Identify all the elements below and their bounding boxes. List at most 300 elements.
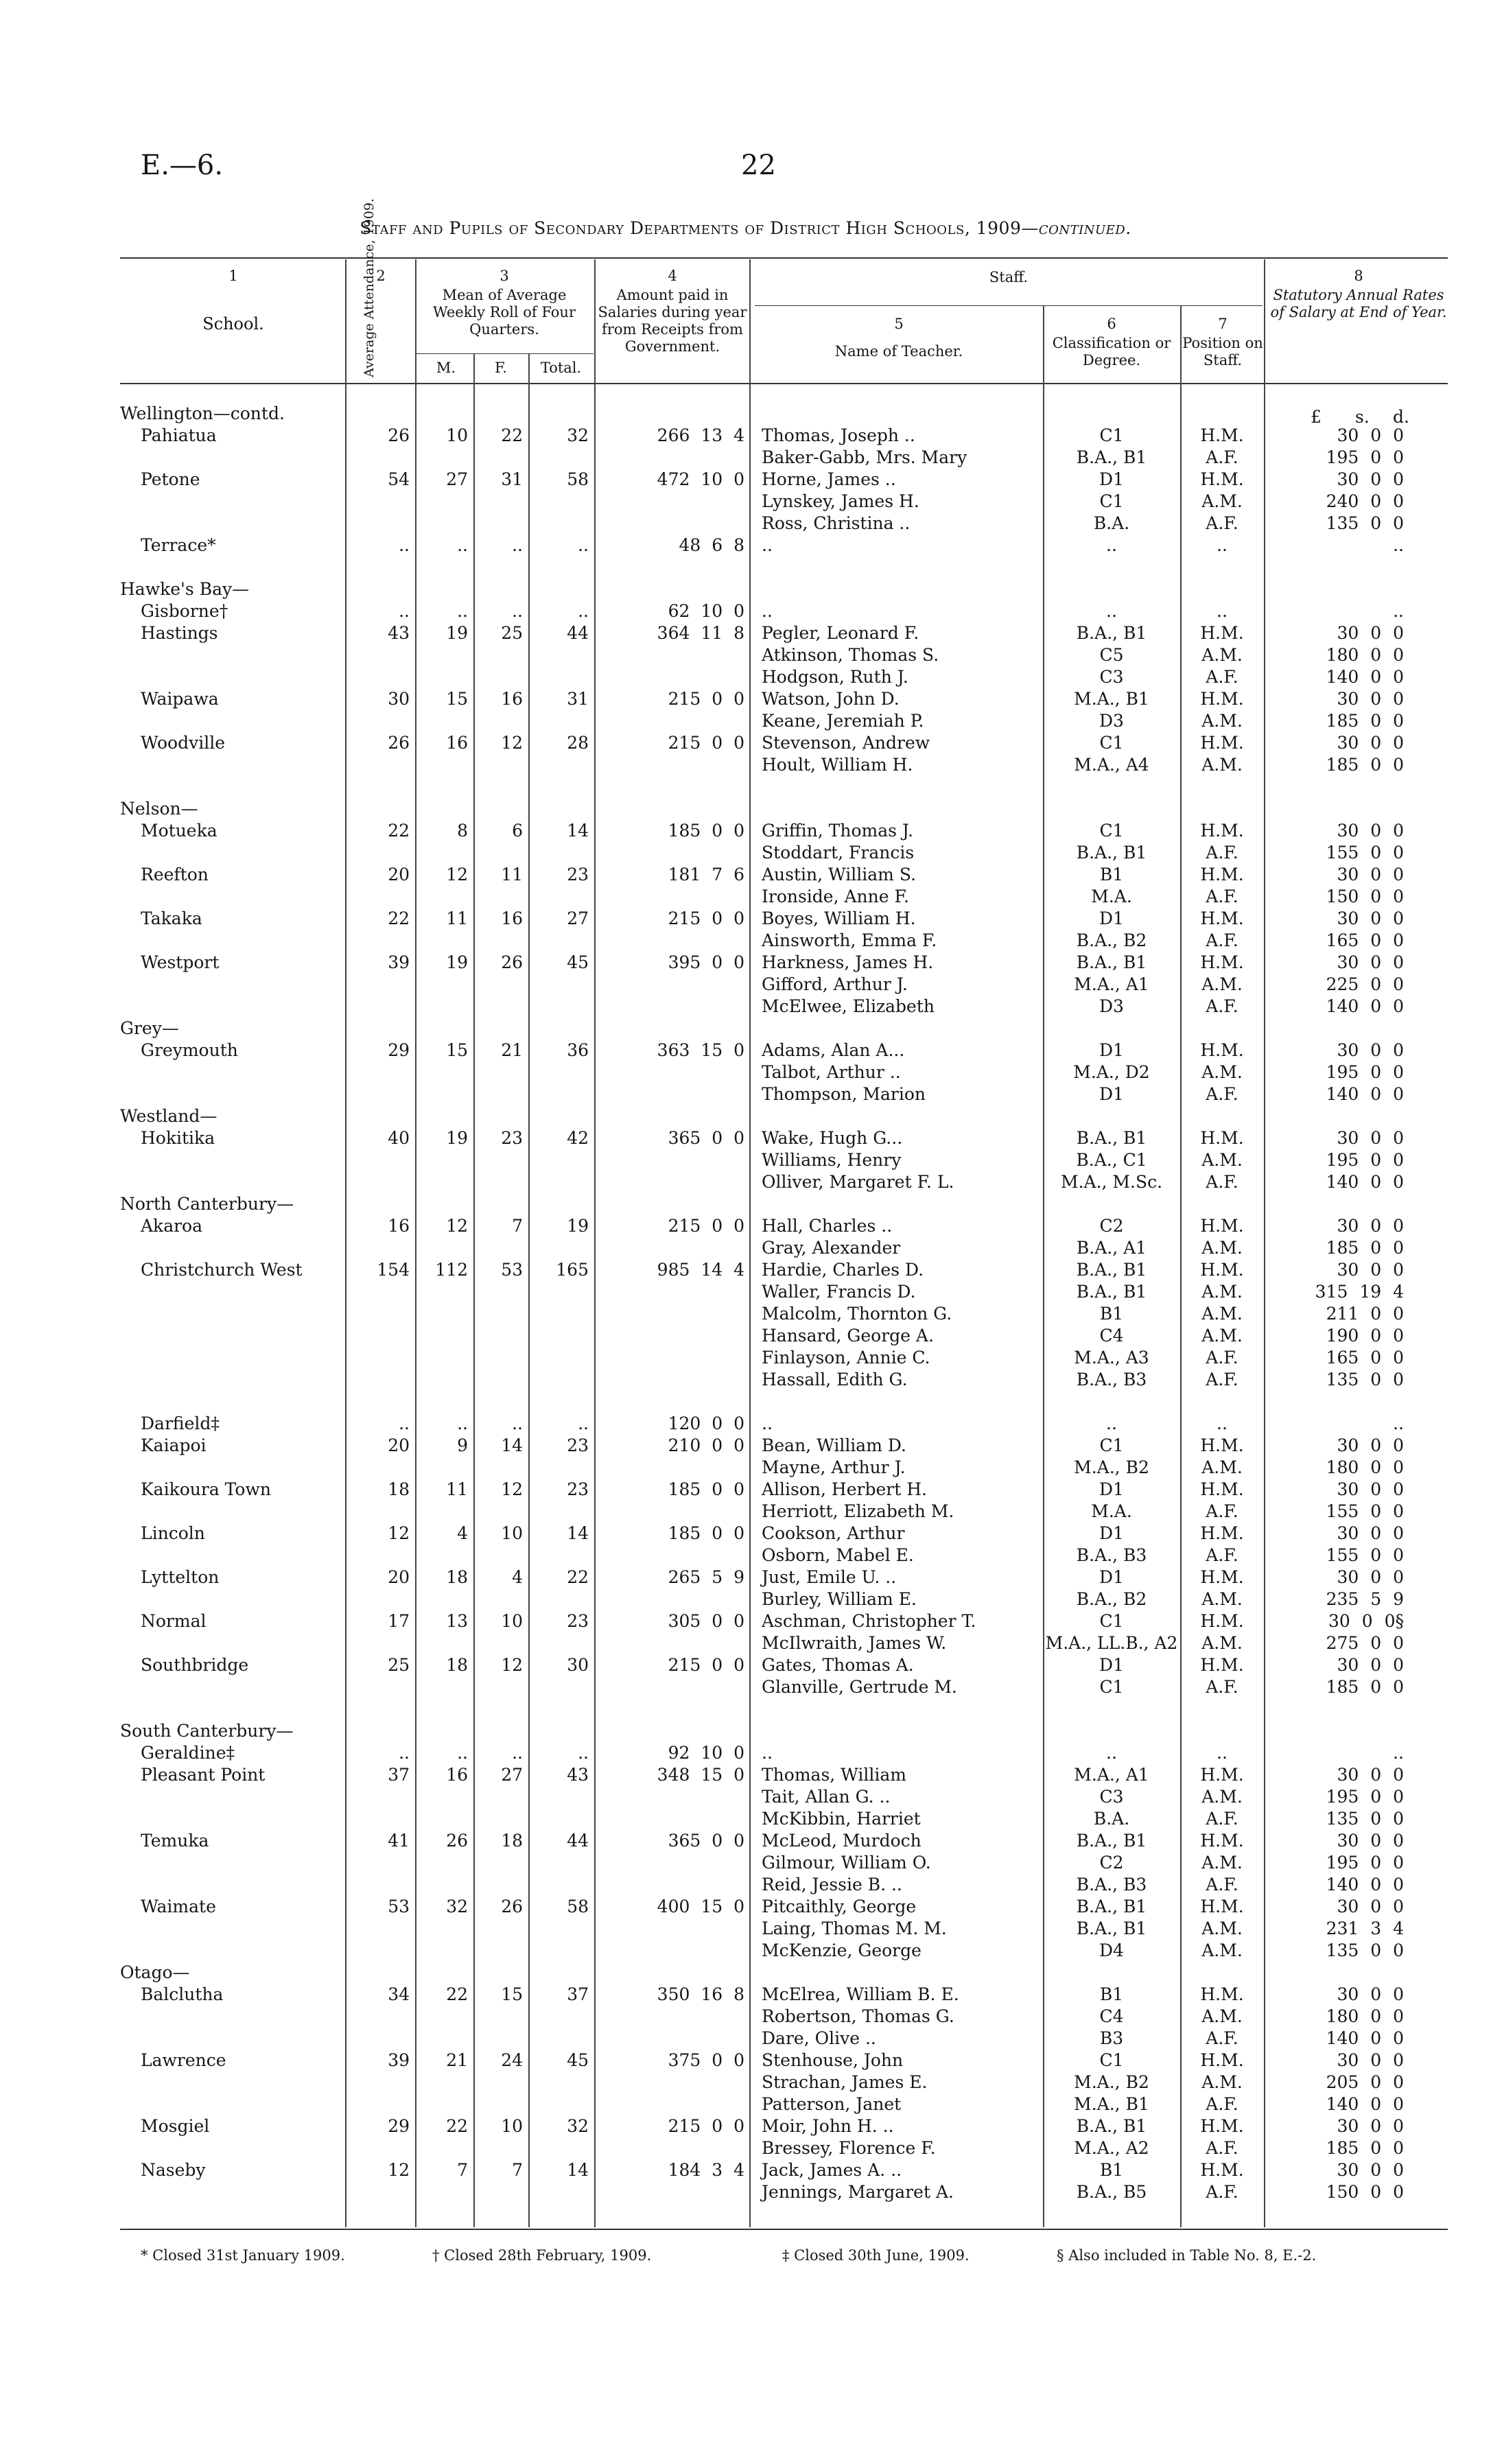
- teacher-classification: B.A., B1: [1076, 843, 1147, 863]
- teacher-classification: M.A., B1: [1074, 689, 1149, 709]
- teacher-salary: 225 0 0: [1326, 974, 1404, 994]
- title-main: Staff and Pupils of Secondary Departments of District High Schools, 1909—: [360, 218, 1039, 238]
- teacher-salary: 155 0 0: [1326, 843, 1404, 863]
- teacher-name: McKenzie, George: [762, 1940, 921, 1960]
- salary-amount: 350 16 8: [657, 1984, 744, 2004]
- teacher-salary: 315 19 4: [1315, 1282, 1404, 1302]
- salary-amount: 215 0 0: [668, 2116, 744, 2136]
- roll-total: ..: [578, 1743, 589, 1763]
- teacher-classification: B.A., C1: [1076, 1150, 1147, 1170]
- roll-female: 26: [501, 1897, 523, 1916]
- roll-total: 44: [567, 1831, 589, 1851]
- teacher-classification: B.A., B5: [1076, 2182, 1147, 2202]
- teacher-position: H.M.: [1200, 1523, 1244, 1543]
- teacher-salary: 30 0 0: [1337, 1831, 1404, 1851]
- teacher-salary: 135 0 0: [1326, 513, 1404, 533]
- col5-label: Name of Teacher.: [834, 343, 963, 360]
- teacher-classification: B.A., B2: [1076, 930, 1147, 950]
- school-name: Waipawa: [141, 689, 219, 709]
- teacher-classification: B1: [1099, 2160, 1124, 2180]
- teacher-classification: D1: [1099, 1040, 1124, 1060]
- teacher-position: H.M.: [1200, 1655, 1244, 1675]
- teacher-position: H.M.: [1200, 2050, 1244, 2070]
- teacher-position: A.M.: [1201, 1633, 1243, 1653]
- col-rule-2: [415, 259, 416, 2227]
- teacher-name: Malcolm, Thornton G.: [762, 1304, 952, 1324]
- teacher-classification: M.A.: [1091, 1501, 1132, 1521]
- teacher-name: Olliver, Margaret F. L.: [762, 1172, 954, 1192]
- teacher-name: Horne, James ..: [762, 469, 896, 489]
- teacher-salary: 275 0 0: [1326, 1633, 1404, 1653]
- teacher-salary: 30 0 0: [1337, 1523, 1404, 1543]
- roll-female: ..: [512, 1413, 523, 1433]
- teacher-classification: B.A., B1: [1076, 1897, 1147, 1916]
- teacher-classification: C1: [1099, 1611, 1124, 1631]
- teacher-name: Boyes, William H.: [762, 908, 916, 928]
- avg-attendance: 25: [388, 1655, 410, 1675]
- col7-label: Position on Staff.: [1182, 335, 1263, 368]
- teacher-name: Wake, Hugh G...: [762, 1128, 903, 1148]
- salary-amount: 48 6 8: [679, 535, 744, 555]
- staff-sub-rule: [755, 305, 1263, 306]
- avg-attendance: 12: [388, 1523, 410, 1543]
- teacher-position: A.F.: [1206, 930, 1238, 950]
- teacher-position: H.M.: [1200, 689, 1244, 709]
- teacher-salary: 30 0 0: [1337, 1216, 1404, 1236]
- teacher-classification: ..: [1106, 535, 1117, 555]
- col3-number: 3: [500, 268, 509, 284]
- roll-total: 58: [567, 469, 589, 489]
- roll-male: 18: [446, 1567, 468, 1587]
- teacher-salary: 30 0 0: [1337, 1567, 1404, 1587]
- roll-total: 23: [567, 1435, 589, 1455]
- roll-female: 4: [512, 1567, 523, 1587]
- region-label: Grey—: [120, 1018, 179, 1038]
- roll-female: ..: [512, 1743, 523, 1763]
- teacher-salary: 30 0 0: [1337, 425, 1404, 445]
- roll-male: 112: [435, 1260, 468, 1280]
- teacher-name: Thompson, Marion: [762, 1084, 926, 1104]
- teacher-name: Stevenson, Andrew: [762, 733, 930, 753]
- teacher-salary: 30 0 0: [1337, 1984, 1404, 2004]
- teacher-classification: M.A., B1: [1074, 2094, 1149, 2114]
- roll-male: 27: [446, 469, 468, 489]
- teacher-salary: 155 0 0: [1326, 1501, 1404, 1521]
- teacher-position: H.M.: [1200, 733, 1244, 753]
- table-title: [0, 218, 1491, 238]
- teacher-classification: D3: [1099, 996, 1124, 1016]
- roll-male: 16: [446, 733, 468, 753]
- school-name: Southbridge: [141, 1655, 249, 1675]
- col1-number: 1: [228, 268, 238, 284]
- col3-sub-rule: [415, 353, 594, 354]
- roll-male: ..: [457, 535, 468, 555]
- salary-amount: 363 15 0: [657, 1040, 744, 1060]
- teacher-position: A.F.: [1206, 1501, 1238, 1521]
- teacher-name: ..: [762, 535, 773, 555]
- school-name: Lincoln: [141, 1523, 205, 1543]
- table-bottom-rule: [120, 2229, 1448, 2230]
- teacher-classification: D1: [1099, 469, 1124, 489]
- avg-attendance: ..: [399, 601, 410, 621]
- teacher-salary: 30 0 0: [1337, 2050, 1404, 2070]
- teacher-classification: B.A., B1: [1076, 1282, 1147, 1302]
- teacher-position: A.F.: [1206, 1809, 1238, 1829]
- teacher-name: Gray, Alexander: [762, 1238, 901, 1258]
- teacher-classification: B3: [1099, 2028, 1124, 2048]
- teacher-classification: C1: [1099, 491, 1124, 511]
- teacher-position: A.M.: [1201, 1919, 1243, 1938]
- teacher-name: ..: [762, 1743, 773, 1763]
- roll-total: ..: [578, 1413, 589, 1433]
- teacher-classification: D1: [1099, 1084, 1124, 1104]
- roll-total: 22: [567, 1567, 589, 1587]
- teacher-position: A.M.: [1201, 2072, 1243, 2092]
- roll-female: 25: [501, 623, 523, 643]
- roll-total: 23: [567, 865, 589, 884]
- teacher-salary: 195 0 0: [1326, 447, 1404, 467]
- teacher-name: Bean, William D.: [762, 1435, 906, 1455]
- teacher-classification: B.A., B1: [1076, 447, 1147, 467]
- roll-total: ..: [578, 601, 589, 621]
- roll-total: 43: [567, 1765, 589, 1785]
- teacher-name: Baker-Gabb, Mrs. Mary: [762, 447, 967, 467]
- teacher-position: H.M.: [1200, 865, 1244, 884]
- col1-label: School.: [202, 314, 264, 333]
- teacher-classification: C1: [1099, 2050, 1124, 2070]
- teacher-name: Harkness, James H.: [762, 952, 934, 972]
- roll-male: 11: [446, 1479, 468, 1499]
- region-label: North Canterbury—: [120, 1194, 294, 1214]
- teacher-name: Thomas, William: [762, 1765, 907, 1785]
- title-suffix: continued.: [1038, 218, 1131, 238]
- roll-male: 7: [457, 2160, 468, 2180]
- roll-female: 10: [501, 1523, 523, 1543]
- teacher-classification: C1: [1099, 1677, 1124, 1697]
- teacher-name: Mayne, Arthur J.: [762, 1457, 906, 1477]
- teacher-position: H.M.: [1200, 2160, 1244, 2180]
- avg-attendance: ..: [399, 1413, 410, 1433]
- teacher-salary: 30 0 0: [1337, 623, 1404, 643]
- teacher-salary: 140 0 0: [1326, 1875, 1404, 1894]
- teacher-position: A.F.: [1206, 2094, 1238, 2114]
- teacher-position: H.M.: [1200, 1984, 1244, 2004]
- teacher-position: A.F.: [1206, 2138, 1238, 2158]
- teacher-classification: B.A., B2: [1076, 1589, 1147, 1609]
- teacher-position: A.F.: [1206, 1875, 1238, 1894]
- teacher-classification: ..: [1106, 1743, 1117, 1763]
- col-rule-7: [1264, 259, 1265, 2227]
- teacher-name: Hassall, Edith G.: [762, 1370, 908, 1389]
- teacher-classification: C2: [1099, 1216, 1124, 1236]
- teacher-classification: C5: [1099, 645, 1124, 665]
- teacher-salary: 30 0 0: [1337, 952, 1404, 972]
- teacher-position: H.M.: [1200, 1216, 1244, 1236]
- roll-female: 16: [501, 689, 523, 709]
- col8-label: Statutory Annual Rates of Salary at End of Year.: [1270, 287, 1447, 320]
- roll-total: 28: [567, 733, 589, 753]
- col-rule-3: [594, 259, 596, 2227]
- roll-total: 27: [567, 908, 589, 928]
- teacher-classification: B.A., B3: [1076, 1370, 1147, 1389]
- col6-label: Classification or Degree.: [1052, 335, 1171, 368]
- teacher-classification: D1: [1099, 1523, 1124, 1543]
- teacher-name: Keane, Jeremiah P.: [762, 711, 924, 731]
- roll-female: 14: [501, 1435, 523, 1455]
- teacher-position: H.M.: [1200, 1260, 1244, 1280]
- roll-male: 32: [446, 1897, 468, 1916]
- teacher-classification: M.A., A4: [1074, 755, 1149, 775]
- teacher-salary: 30 0 0: [1337, 1260, 1404, 1280]
- teacher-name: Stoddart, Francis: [762, 843, 915, 863]
- teacher-position: A.M.: [1201, 1150, 1243, 1170]
- teacher-name: Hall, Charles ..: [762, 1216, 893, 1236]
- school-name: Terrace*: [141, 535, 216, 555]
- roll-total: 30: [567, 1655, 589, 1675]
- unit-pounds: £: [1311, 407, 1322, 427]
- avg-attendance: 40: [388, 1128, 410, 1148]
- teacher-name: Lynskey, James H.: [762, 491, 919, 511]
- col4-label: Amount paid in Salaries during year from Receipts from Government.: [598, 287, 747, 355]
- teacher-salary: 30 0 0: [1337, 2116, 1404, 2136]
- roll-total: 42: [567, 1128, 589, 1148]
- region-label: Wellington—contd.: [120, 403, 285, 423]
- teacher-position: H.M.: [1200, 1435, 1244, 1455]
- school-name: Pahiatua: [141, 425, 217, 445]
- roll-total: 44: [567, 623, 589, 643]
- avg-attendance: 37: [388, 1765, 410, 1785]
- teacher-position: A.M.: [1201, 1787, 1243, 1807]
- roll-male: 11: [446, 908, 468, 928]
- teacher-name: Hoult, William H.: [762, 755, 913, 775]
- teacher-name: Hansard, George A.: [762, 1326, 934, 1346]
- teacher-classification: B.A.: [1093, 1809, 1130, 1829]
- teacher-classification: M.A., LL.B., A2: [1045, 1633, 1178, 1653]
- teacher-classification: C3: [1099, 1787, 1124, 1807]
- roll-male: 19: [446, 1128, 468, 1148]
- school-name: Waimate: [141, 1897, 216, 1916]
- teacher-name: Griffin, Thomas J.: [762, 821, 913, 841]
- teacher-name: Austin, William S.: [762, 865, 916, 884]
- teacher-classification: C1: [1099, 425, 1124, 445]
- teacher-name: Pegler, Leonard F.: [762, 623, 919, 643]
- avg-attendance: 39: [388, 2050, 410, 2070]
- teacher-classification: B.A., B3: [1076, 1875, 1147, 1894]
- teacher-name: ..: [762, 1413, 773, 1433]
- teacher-salary: 135 0 0: [1326, 1809, 1404, 1829]
- roll-total: ..: [578, 535, 589, 555]
- teacher-salary: 30 0 0: [1337, 821, 1404, 841]
- teacher-name: McElwee, Elizabeth: [762, 996, 935, 1016]
- teacher-position: A.M.: [1201, 1457, 1243, 1477]
- footnote-3: ‡ Closed 30th June, 1909.: [782, 2247, 970, 2264]
- teacher-salary: 135 0 0: [1326, 1370, 1404, 1389]
- teacher-position: A.M.: [1201, 1940, 1243, 1960]
- teacher-name: Jennings, Margaret A.: [762, 2182, 954, 2202]
- unit-shillings: s.: [1355, 407, 1370, 427]
- roll-male: 21: [446, 2050, 468, 2070]
- roll-male: ..: [457, 601, 468, 621]
- roll-total: 45: [567, 2050, 589, 2070]
- avg-attendance: ..: [399, 535, 410, 555]
- teacher-name: Allison, Herbert H.: [762, 1479, 927, 1499]
- teacher-name: Ross, Christina ..: [762, 513, 911, 533]
- salary-amount: 265 5 9: [668, 1567, 744, 1587]
- roll-female: 26: [501, 952, 523, 972]
- staff-group-label: Staff.: [989, 269, 1029, 285]
- salary-amount: 215 0 0: [668, 689, 744, 709]
- school-name: Lawrence: [141, 2050, 226, 2070]
- salary-amount: 184 3 4: [668, 2160, 744, 2180]
- teacher-salary: 211 0 0: [1326, 1304, 1404, 1324]
- teacher-salary: 140 0 0: [1326, 996, 1404, 1016]
- teacher-classification: B.A., A1: [1076, 1238, 1147, 1258]
- avg-attendance: 20: [388, 1567, 410, 1587]
- teacher-salary: 195 0 0: [1326, 1853, 1404, 1873]
- teacher-salary: 205 0 0: [1326, 2072, 1404, 2092]
- roll-male: 19: [446, 952, 468, 972]
- roll-total: 165: [556, 1260, 589, 1280]
- roll-male: ..: [457, 1413, 468, 1433]
- teacher-classification: M.A., B2: [1074, 1457, 1149, 1477]
- col2-number: 2: [376, 268, 386, 284]
- roll-total: 23: [567, 1611, 589, 1631]
- teacher-classification: D3: [1099, 711, 1124, 731]
- school-name: Greymouth: [141, 1040, 238, 1060]
- school-name: Hastings: [141, 623, 218, 643]
- teacher-name: Ainsworth, Emma F.: [762, 930, 937, 950]
- teacher-classification: D1: [1099, 908, 1124, 928]
- teacher-position: A.M.: [1201, 1062, 1243, 1082]
- teacher-classification: B1: [1099, 1984, 1124, 2004]
- teacher-position: H.M.: [1200, 2116, 1244, 2136]
- teacher-position: A.F.: [1206, 513, 1238, 533]
- roll-male: 9: [457, 1435, 468, 1455]
- roll-total: 37: [567, 1984, 589, 2004]
- teacher-name: McLeod, Murdoch: [762, 1831, 921, 1851]
- roll-female: 6: [512, 821, 523, 841]
- teacher-salary: 231 3 4: [1326, 1919, 1404, 1938]
- teacher-classification: D1: [1099, 1479, 1124, 1499]
- teacher-name: Dare, Olive ..: [762, 2028, 876, 2048]
- roll-male: 26: [446, 1831, 468, 1851]
- col3-female: F.: [495, 360, 507, 376]
- teacher-name: Atkinson, Thomas S.: [762, 645, 939, 665]
- teacher-classification: B.A., B1: [1076, 1919, 1147, 1938]
- teacher-position: A.F.: [1206, 1677, 1238, 1697]
- salary-amount: 181 7 6: [668, 865, 744, 884]
- teacher-name: Williams, Henry: [762, 1150, 902, 1170]
- teacher-position: A.F.: [1206, 447, 1238, 467]
- footnote-2: † Closed 28th February, 1909.: [432, 2247, 652, 2264]
- teacher-name: Watson, John D.: [762, 689, 900, 709]
- salary-amount: 92 10 0: [668, 1743, 744, 1763]
- roll-female: 53: [501, 1260, 523, 1280]
- school-name: Motueka: [141, 821, 218, 841]
- school-name: Woodville: [141, 733, 226, 753]
- teacher-salary: 140 0 0: [1326, 1084, 1404, 1104]
- teacher-name: McIlwraith, James W.: [762, 1633, 947, 1653]
- roll-male: 15: [446, 689, 468, 709]
- teacher-salary: 30 0 0: [1337, 908, 1404, 928]
- salary-amount: 364 11 8: [657, 623, 744, 643]
- roll-male: 19: [446, 623, 468, 643]
- roll-female: 22: [501, 425, 523, 445]
- col3-total: Total.: [540, 360, 582, 376]
- teacher-name: Osborn, Mabel E.: [762, 1545, 914, 1565]
- salary-amount: 348 15 0: [657, 1765, 744, 1785]
- avg-attendance: 43: [388, 623, 410, 643]
- teacher-position: A.F.: [1206, 1370, 1238, 1389]
- header-bottom-rule: [120, 383, 1448, 384]
- roll-total: 36: [567, 1040, 589, 1060]
- avg-attendance: 39: [388, 952, 410, 972]
- teacher-position: A.F.: [1206, 667, 1238, 687]
- unit-pence: d.: [1393, 407, 1409, 427]
- avg-attendance: 18: [388, 1479, 410, 1499]
- teacher-name: ..: [762, 601, 773, 621]
- teacher-position: A.M.: [1201, 1853, 1243, 1873]
- teacher-classification: M.A., A3: [1074, 1348, 1149, 1368]
- teacher-position: A.M.: [1201, 755, 1243, 775]
- salary-amount: 400 15 0: [657, 1897, 744, 1916]
- salary-amount: 305 0 0: [668, 1611, 744, 1631]
- roll-total: 14: [567, 821, 589, 841]
- teacher-salary: 185 0 0: [1326, 1677, 1404, 1697]
- teacher-name: Just, Emile U. ..: [762, 1567, 897, 1587]
- col7-number: 7: [1218, 316, 1228, 332]
- region-label: Hawke's Bay—: [120, 579, 250, 599]
- teacher-position: A.F.: [1206, 1084, 1238, 1104]
- teacher-position: A.F.: [1206, 996, 1238, 1016]
- teacher-classification: B.A., B1: [1076, 1128, 1147, 1148]
- teacher-salary: 30 0 0: [1337, 1897, 1404, 1916]
- salary-amount: 395 0 0: [668, 952, 744, 972]
- avg-attendance: 29: [388, 1040, 410, 1060]
- avg-attendance: 20: [388, 865, 410, 884]
- teacher-salary: 155 0 0: [1326, 1545, 1404, 1565]
- roll-male: 18: [446, 1655, 468, 1675]
- teacher-salary: 135 0 0: [1326, 1940, 1404, 1960]
- col2-label: Average Attendance, 1909.: [362, 198, 377, 377]
- teacher-classification: B1: [1099, 865, 1124, 884]
- roll-male: 13: [446, 1611, 468, 1631]
- teacher-salary: 30 0 0: [1337, 1765, 1404, 1785]
- teacher-position: H.M.: [1200, 1479, 1244, 1499]
- avg-attendance: 154: [377, 1260, 410, 1280]
- roll-female: 18: [501, 1831, 523, 1851]
- teacher-position: A.F.: [1206, 1172, 1238, 1192]
- roll-total: 32: [567, 425, 589, 445]
- teacher-classification: D1: [1099, 1655, 1124, 1675]
- roll-female: 24: [501, 2050, 523, 2070]
- teacher-classification: C3: [1099, 667, 1124, 687]
- teacher-name: Stenhouse, John: [762, 2050, 904, 2070]
- teacher-name: McKibbin, Harriet: [762, 1809, 921, 1829]
- teacher-position: A.M.: [1201, 711, 1243, 731]
- teacher-salary: 165 0 0: [1326, 1348, 1404, 1368]
- school-name: Kaiapoi: [141, 1435, 207, 1455]
- teacher-position: A.F.: [1206, 1545, 1238, 1565]
- teacher-classification: M.A., A2: [1074, 2138, 1149, 2158]
- teacher-classification: B.A.: [1093, 513, 1130, 533]
- teacher-classification: ..: [1106, 1413, 1117, 1433]
- avg-attendance: 16: [388, 1216, 410, 1236]
- teacher-salary: 180 0 0: [1326, 2006, 1404, 2026]
- teacher-position: H.M.: [1200, 1611, 1244, 1631]
- roll-male: 22: [446, 1984, 468, 2004]
- roll-male: 4: [457, 1523, 468, 1543]
